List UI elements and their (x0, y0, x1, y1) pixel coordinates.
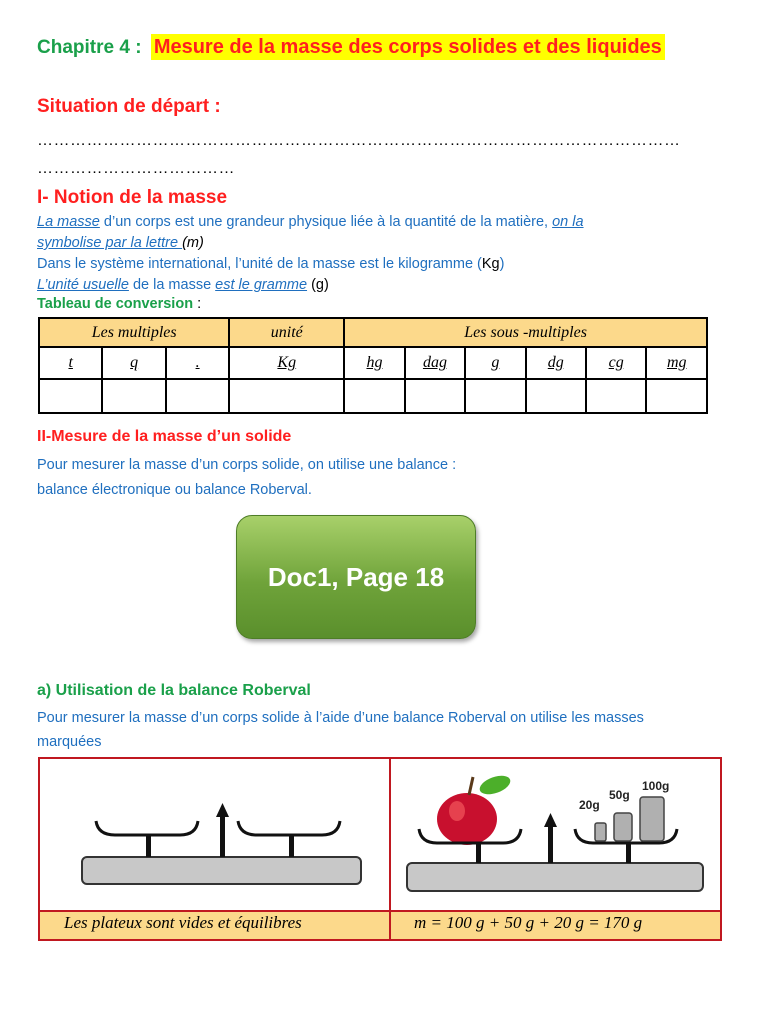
empty-cell[interactable] (526, 379, 586, 413)
conversion-table (38, 317, 708, 414)
empty-cell[interactable] (465, 379, 525, 413)
paragraph-line: Pour mesurer la masse d’un corps solide, on utilise une balance : (37, 457, 457, 473)
unit: Kg (481, 256, 500, 272)
text: ) (499, 256, 505, 272)
unit-cell: g (465, 347, 525, 379)
unit-cell: Kg (229, 347, 344, 379)
caption-divider (389, 910, 391, 941)
unit-cell: t (39, 347, 102, 379)
section-a-title: a) Utilisation de la balance Roberval (37, 682, 311, 699)
empty-cell[interactable] (166, 379, 229, 413)
table-label (37, 296, 201, 312)
needle (548, 825, 553, 863)
left-pan-stem (146, 835, 151, 857)
text: de la masse (128, 277, 216, 293)
caption-left: Les plateux sont vides et équilibres (64, 913, 302, 932)
term: La masse (37, 214, 100, 230)
dotted-line: ……………………………… (37, 160, 235, 177)
empty-cell[interactable] (646, 379, 707, 413)
unit-cell: cg (586, 347, 646, 379)
text: ) (323, 277, 329, 293)
chapter-label: Chapitre 4 : (37, 37, 142, 58)
text: d’un corps est une grandeur physique liée à la quantité de la matière, (99, 214, 553, 230)
unit-cell: dg (526, 347, 586, 379)
table-label-text: Tableau de conversion (37, 296, 194, 312)
unit-cell: q (102, 347, 165, 379)
unit-cell: hg (344, 347, 404, 379)
weight-20g (595, 823, 606, 841)
balance-base (407, 863, 703, 891)
leaf-icon (477, 772, 513, 798)
weight-label: 50g (609, 788, 630, 802)
text: Dans le système international, l’unité de la masse est le kilogramme ( (37, 256, 482, 272)
weight-label: 20g (579, 798, 600, 812)
right-pan-stem (289, 835, 294, 857)
needle (220, 815, 225, 857)
weight-100g (640, 797, 664, 841)
needle-arrow (544, 813, 557, 827)
paragraph-line (37, 254, 504, 274)
weight-50g (614, 813, 632, 841)
unit-cell: dag (405, 347, 466, 379)
paragraph-line (37, 233, 204, 253)
paragraph-line: marquées (37, 734, 102, 750)
paragraph-line: balance électronique ou balance Roberval. (37, 482, 312, 498)
left-pan (96, 821, 198, 835)
empty-cell[interactable] (229, 379, 344, 413)
empty-cell[interactable] (102, 379, 165, 413)
situation-title: Situation de départ : (37, 96, 221, 117)
paragraph-line (37, 275, 329, 295)
right-pan-stem (626, 843, 631, 863)
doc-reference-button[interactable]: Doc1, Page 18 (236, 515, 476, 639)
dotted-line: ……………………………………………………………………………………………………… (37, 132, 681, 149)
term: L’unité usuelle (37, 277, 129, 293)
loaded-balance-illustration (391, 759, 721, 909)
unit: g (315, 277, 324, 293)
header-submultiples: Les sous -multiples (344, 318, 707, 347)
apple-icon (437, 793, 497, 845)
chapter-heading (37, 36, 665, 59)
chapter-title: Mesure de la masse des corps solides et des liquides (151, 34, 665, 60)
empty-balance-illustration (40, 759, 388, 909)
header-unit: unité (229, 318, 344, 347)
text: ( (307, 277, 316, 293)
header-multiples: Les multiples (39, 318, 229, 347)
empty-cell[interactable] (344, 379, 404, 413)
caption-right: m = 100 g + 50 g + 20 g = 170 g (414, 913, 643, 932)
paragraph-line: Pour mesurer la masse d’un corps solide à l’aide d’une balance Roberval on utilise les masses (37, 710, 644, 726)
paragraph-line (37, 212, 584, 232)
empty-cell[interactable] (39, 379, 102, 413)
balance-base (82, 857, 361, 884)
unit-cell: . (166, 347, 229, 379)
section-2-title: II-Mesure de la masse d’un solide (37, 428, 292, 445)
empty-cell[interactable] (405, 379, 466, 413)
symbol: (m) (182, 235, 204, 251)
empty-cell[interactable] (586, 379, 646, 413)
weight-label: 100g (642, 779, 670, 793)
right-pan (238, 821, 340, 835)
left-pan-stem (476, 843, 481, 863)
colon: : (193, 296, 202, 312)
needle-arrow (216, 803, 229, 817)
section-1-title: I- Notion de la masse (37, 187, 228, 208)
term: on la (552, 214, 584, 230)
term: symbolise par la lettre (37, 235, 183, 251)
term: est le gramme (215, 277, 308, 293)
unit-cell: mg (646, 347, 707, 379)
